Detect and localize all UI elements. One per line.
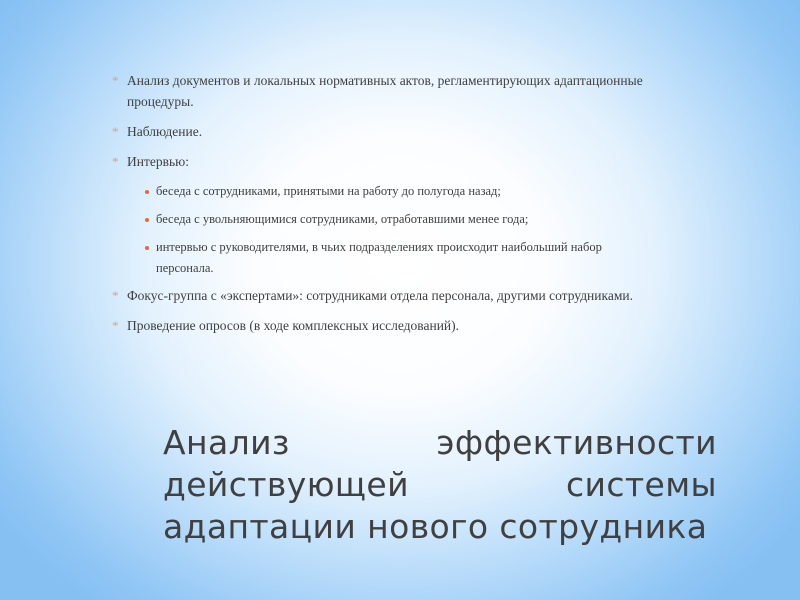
bullet-text: Фокус-группа с «экспертами»: сотрудниками отдела персонала, другими сотрудниками. <box>127 288 633 303</box>
dot-bullet-icon <box>145 246 149 250</box>
asterisk-bullet-icon: * <box>112 154 119 169</box>
bullet-item-observation <box>112 121 652 142</box>
sub-bullet-managers <box>112 237 652 279</box>
asterisk-bullet-icon: * <box>112 73 119 88</box>
sub-bullet-text: беседа с увольняющимися сотрудниками, отработавшими менее года; <box>156 212 529 226</box>
bullet-item-document-analysis <box>112 70 652 112</box>
dot-bullet-icon <box>145 190 149 194</box>
bullet-item-surveys <box>112 315 652 336</box>
bullet-text: Анализ документов и локальных нормативных актов, регламентирующих адаптационные процедуры. <box>127 73 643 109</box>
bullet-text: Проведение опросов (в ходе комплексных исследований). <box>127 318 460 333</box>
asterisk-bullet-icon: * <box>112 124 119 139</box>
bullet-text: Наблюдение. <box>127 124 203 139</box>
dot-bullet-icon <box>145 218 149 222</box>
bullet-item-interview <box>112 151 652 172</box>
bullet-list <box>112 70 652 345</box>
sub-bullet-new-employees <box>112 181 652 202</box>
bullet-text: Интервью: <box>127 154 189 169</box>
sub-bullet-text: интервью с руководителями, в чьих подразделениях происходит наибольший набор персонала. <box>156 240 602 275</box>
sub-bullet-leaving-employees <box>112 209 652 230</box>
sub-bullet-text: беседа с сотрудниками, принятыми на работу до полугода назад; <box>156 184 501 198</box>
slide-title: Анализ эффективности действующей системы адаптации нового сотрудника <box>163 423 717 546</box>
asterisk-bullet-icon: * <box>112 288 119 303</box>
asterisk-bullet-icon: * <box>112 318 119 333</box>
bullet-item-focus-group <box>112 285 652 306</box>
